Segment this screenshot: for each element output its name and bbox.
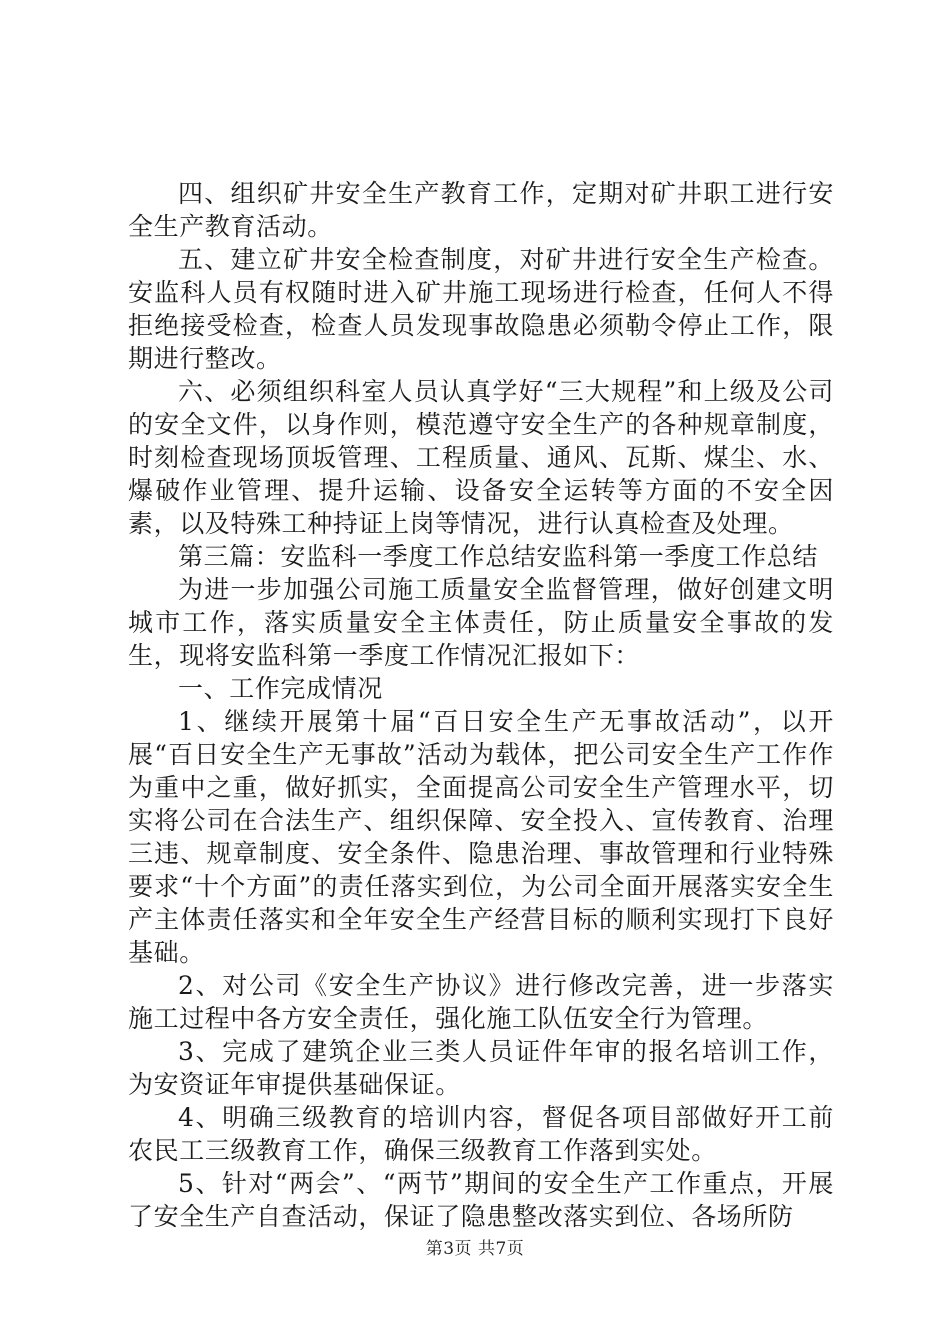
paragraph: 六、必须组织科室人员认真学好“三大规程”和上级及公司的安全文件，以身作则，模范遵守安全生产的各种规章制度，时刻检查现场顶坂管理、工程质量、通风、瓦斯、煤尘、水、爆破作业管理、提升运输、设备安全运转等方面的不安全因素，以及特殊工种持证上岗等情况，进行认真检查及处理。 (128, 377, 834, 538)
document-body (128, 177, 834, 1233)
paragraph: 1、继续开展第十届“百日安全生产无事故活动”，以开展“百日安全生产无事故”活动为载体，把公司安全生产工作作为重中之重，做好抓实，全面提高公司安全生产管理水平，切实将公司在合法生产、组织保障、安全投入、宣传教育、治理三违、规章制度、安全条件、隐患治理、事故管理和行业特殊要求“十个方面”的责任落实到位，为公司全面开展落实安全生产主体责任落实和全年安全生产经营目标的顺利实现打下良好基础。 (128, 707, 834, 967)
paragraph: 4、明确三级教育的培训内容，督促各项目部做好开工前农民工三级教育工作，确保三级教育工作落到实处。 (128, 1103, 834, 1165)
paragraph: 四、组织矿井安全生产教育工作，定期对矿井职工进行安全生产教育活动。 (128, 179, 834, 241)
paragraph: 5、针对“两会”、“两节”期间的安全生产工作重点，开展了安全生产自查活动，保证了隐患整改落实到位、各场所防 (128, 1169, 834, 1231)
paragraph: 五、建立矿井安全检查制度，对矿井进行安全生产检查。安监科人员有权随时进入矿井施工现场进行检查，任何人不得拒绝接受检查，检查人员发现事故隐患必须勒令停止工作，限期进行整改。 (128, 245, 834, 373)
paragraph: 为进一步加强公司施工质量安全监督管理，做好创建文明城市工作，落实质量安全主体责任，防止质量安全事故的发生，现将安监科第一季度工作情况汇报如下： (128, 575, 834, 670)
paragraph: 3、完成了建筑企业三类人员证件年审的报名培训工作，为安资证年审提供基础保证。 (128, 1037, 834, 1099)
paragraph: 2、对公司《安全生产协议》进行修改完善，进一步落实施工过程中各方安全责任，强化施工队伍安全行为管理。 (128, 971, 834, 1033)
section-heading: 第三篇：安监科一季度工作总结安监科第一季度工作总结 (178, 542, 819, 571)
subsection-heading: 一、工作完成情况 (178, 674, 383, 703)
page-number-footer: 第3页 共7页 (425, 1239, 525, 1259)
